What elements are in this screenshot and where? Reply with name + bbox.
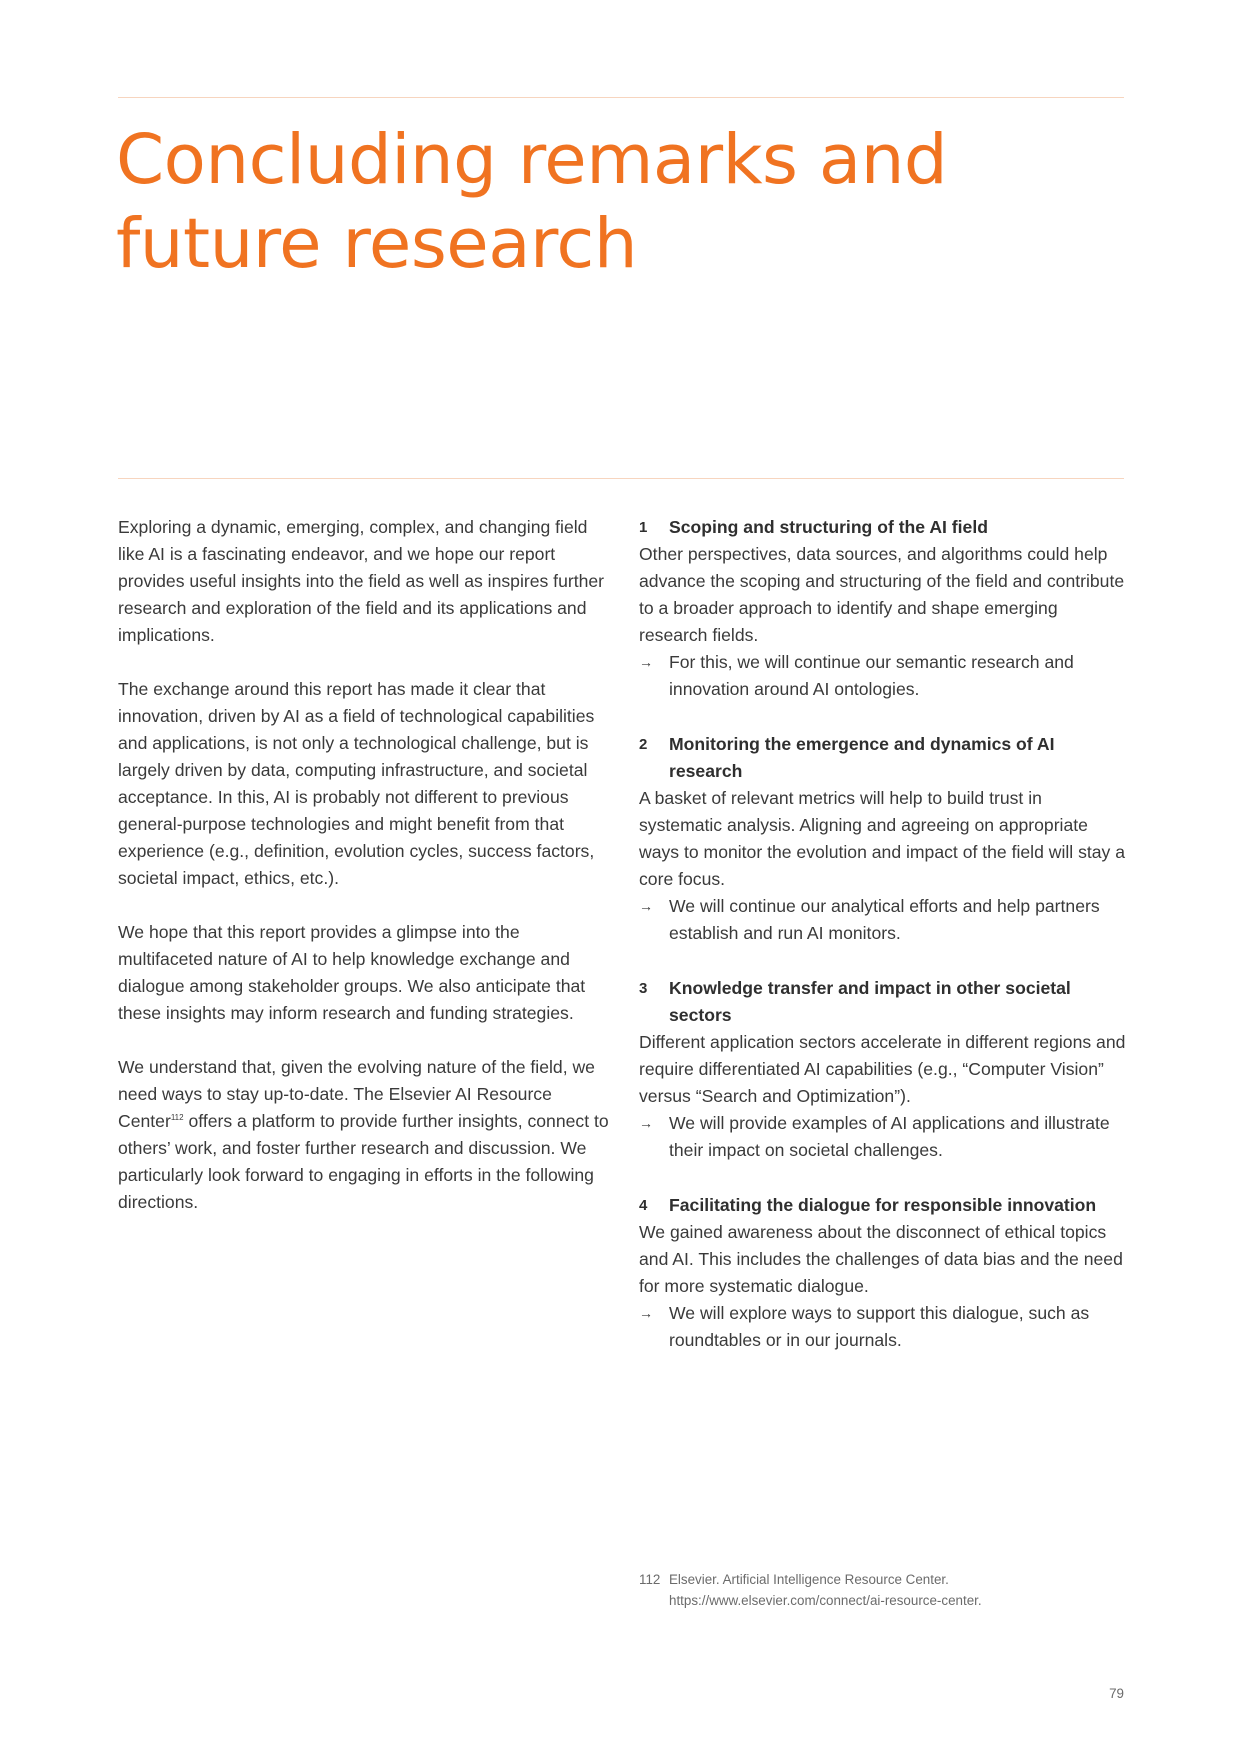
bullet-text: We will continue our analytical efforts and help partners establish and run AI monitors. [669,896,1100,943]
intro-paragraph-1: Exploring a dynamic, emerging, complex, and changing field like AI is a fascinating endeavor, and we hope our report provides useful insights into the field as well as inspires further research and exploration of the field and its applications and implications. [118,517,605,645]
directions-column [639,514,1129,1382]
arrow-right-icon: → [639,898,653,914]
page-number: 79 [1109,1686,1124,1701]
section-heading [639,514,1129,541]
arrow-right-icon: → [639,654,653,670]
section-heading [639,975,1129,1029]
page-title: Concluding remarks and future research [116,120,948,284]
bullet-text: We will provide examples of AI applications and illustrate their impact on societal challenges. [669,1113,1110,1160]
section-body: Other perspectives, data sources, and algorithms could help advance the scoping and structuring of the field and contribute to a broader approach to identify and shape emerging research fields. [639,544,1125,645]
section-title: Monitoring the emergence and dynamics of AI research [669,734,1055,781]
direction-section [639,731,1129,947]
direction-section [639,514,1129,703]
bullet-text: We will explore ways to support this dialogue, such as roundtables or in our journals. [669,1303,1090,1350]
arrow-right-icon: → [639,1305,653,1321]
intro-paragraph-3: We hope that this report provides a glimpse into the multifaceted nature of AI to help knowledge exchange and dialogue among stakeholder groups. We also anticipate that these insights may inform research and funding strategies. [118,922,586,1023]
section-bullet [639,649,1129,703]
footnote-text [669,1569,982,1611]
footnote [639,1569,1119,1611]
top-divider [118,97,1124,98]
section-title: Scoping and structuring of the AI field [669,517,988,537]
section-divider [118,478,1124,479]
intro-paragraph-4 [118,1054,618,1216]
intro-column [118,514,618,1243]
footnote-url: https://www.elsevier.com/connect/ai-resource-center. [669,1593,982,1608]
section-bullet [639,1300,1129,1354]
section-bullet [639,893,1129,947]
footnote-line: Elsevier. Artificial Intelligence Resource Center. [669,1572,949,1587]
section-body: Different application sectors accelerate in different regions and require differentiated AI capabilities (e.g., “Computer Vision” versus “Search and Optimization”). [639,1032,1126,1106]
section-bullet [639,1110,1129,1164]
section-number: 2 [639,736,648,753]
direction-section [639,1192,1129,1354]
bullet-text: For this, we will continue our semantic research and innovation around AI ontologies. [669,652,1074,699]
section-body: We gained awareness about the disconnect of ethical topics and AI. This includes the challenges of data bias and the need for more systematic dialogue. [639,1222,1123,1296]
arrow-right-icon: → [639,1115,653,1131]
paragraph-text: offers a platform to provide further insights, connect to others’ work, and foster further research and discussion. We particularly look forward to engaging in efforts in the following directions. [118,1111,609,1212]
footnote-reference: 112 [170,1113,184,1122]
paragraph-text: We understand that, given the evolving nature of the field, we need ways to stay up-to-date. The Elsevier AI Resource Center [118,1057,595,1131]
section-number: 1 [639,519,648,536]
section-number: 3 [639,980,648,997]
direction-section [639,975,1129,1164]
intro-paragraph-2: The exchange around this report has made it clear that innovation, driven by AI as a field of technological capabilities and applications, is not only a technological challenge, but is largely driven by data, computing infrastructure, and societal acceptance. In this, AI is probably not different to previous general-purpose technologies and might benefit from that experience (e.g., definition, evolution cycles, success factors, societal impact, ethics, etc.). [118,679,595,888]
section-title: Knowledge transfer and impact in other societal sectors [669,978,1071,1025]
footnote-number: 112 [639,1572,661,1587]
section-title: Facilitating the dialogue for responsible innovation [669,1195,1097,1215]
section-heading [639,1192,1129,1219]
section-number: 4 [639,1197,648,1214]
section-heading [639,731,1129,785]
section-body: A basket of relevant metrics will help to build trust in systematic analysis. Aligning and agreeing on appropriate ways to monitor the evolution and impact of the field will stay a core focus. [639,788,1126,889]
